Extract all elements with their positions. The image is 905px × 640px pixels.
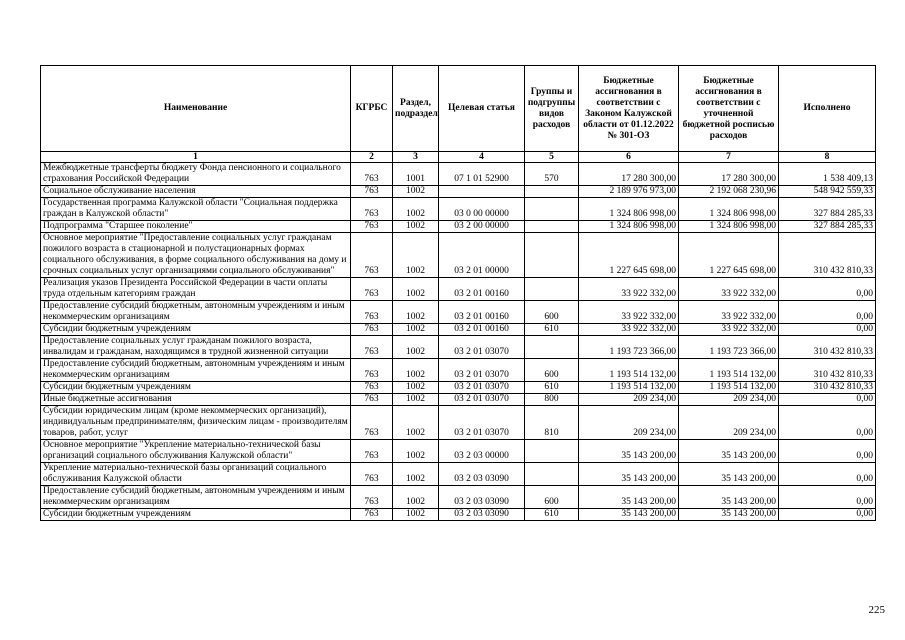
row-refined: 35 143 200,00 (679, 509, 779, 521)
row-section: 1002 (393, 463, 439, 486)
row-group (525, 221, 579, 233)
row-refined: 2 192 068 230,96 (679, 186, 779, 198)
row-group (525, 198, 579, 221)
row-executed: 0,00 (779, 486, 876, 509)
row-executed: 310 432 810,33 (779, 233, 876, 278)
row-refined: 33 922 332,00 (679, 301, 779, 324)
table-row (41, 278, 876, 301)
row-law: 2 189 976 973,00 (579, 186, 679, 198)
row-name: Субсидии бюджетным учреждениям (41, 509, 351, 521)
header-kgrbs: КГРБС (351, 66, 393, 152)
row-group (525, 336, 579, 359)
row-name: Основное мероприятие "Укрепление материально-технической базы организаций социального обслуживания Калужской области" (41, 440, 351, 463)
row-executed: 310 432 810,33 (779, 382, 876, 394)
row-group: 610 (525, 382, 579, 394)
row-law: 1 324 806 998,00 (579, 221, 679, 233)
table-row (41, 463, 876, 486)
row-article: 03 2 00 00000 (439, 221, 525, 233)
row-refined: 1 324 806 998,00 (679, 221, 779, 233)
row-kgrbs: 763 (351, 301, 393, 324)
row-article: 03 2 01 03070 (439, 394, 525, 406)
row-article: 03 2 01 03070 (439, 359, 525, 382)
row-executed: 0,00 (779, 406, 876, 440)
budget-table (40, 65, 876, 521)
row-refined: 17 280 300,00 (679, 163, 779, 186)
row-law: 1 193 514 132,00 (579, 359, 679, 382)
row-article: 03 2 01 03070 (439, 382, 525, 394)
row-section: 1002 (393, 186, 439, 198)
row-section: 1002 (393, 440, 439, 463)
row-kgrbs: 763 (351, 336, 393, 359)
header-law: Бюджетные ассигнования в соответствии с Законом Калужской области от 01.12.2022 № 301-ОЗ (579, 66, 679, 152)
row-law: 1 324 806 998,00 (579, 198, 679, 221)
row-kgrbs: 763 (351, 463, 393, 486)
row-refined: 33 922 332,00 (679, 324, 779, 336)
row-group: 600 (525, 359, 579, 382)
row-section: 1002 (393, 382, 439, 394)
table-row (41, 324, 876, 336)
row-article (439, 186, 525, 198)
col-num: 4 (439, 152, 525, 163)
table-row (41, 198, 876, 221)
row-name: Межбюджетные трансферты бюджету Фонда пенсионного и социального страхования Российской Федерации (41, 163, 351, 186)
row-executed: 310 432 810,33 (779, 336, 876, 359)
row-group (525, 440, 579, 463)
row-article: 03 2 03 00000 (439, 440, 525, 463)
header-article: Целевая статья (439, 66, 525, 152)
page-number: 225 (868, 604, 885, 616)
row-group: 600 (525, 486, 579, 509)
row-group (525, 233, 579, 278)
row-name: Предоставление субсидий бюджетным, автономным учреждениям и иным некоммерческим организациям (41, 486, 351, 509)
table-row (41, 301, 876, 324)
row-name: Укрепление материально-технической базы организаций социального обслуживания Калужской области (41, 463, 351, 486)
row-group: 600 (525, 301, 579, 324)
row-section: 1002 (393, 198, 439, 221)
row-refined: 35 143 200,00 (679, 486, 779, 509)
row-kgrbs: 763 (351, 509, 393, 521)
row-law: 17 280 300,00 (579, 163, 679, 186)
row-executed: 327 884 285,33 (779, 198, 876, 221)
row-kgrbs: 763 (351, 186, 393, 198)
row-section: 1001 (393, 163, 439, 186)
row-executed: 0,00 (779, 463, 876, 486)
row-law: 33 922 332,00 (579, 301, 679, 324)
row-kgrbs: 763 (351, 198, 393, 221)
row-article: 03 0 00 00000 (439, 198, 525, 221)
row-kgrbs: 763 (351, 382, 393, 394)
table-row (41, 221, 876, 233)
row-executed: 0,00 (779, 440, 876, 463)
row-refined: 35 143 200,00 (679, 440, 779, 463)
row-article: 03 2 01 00160 (439, 278, 525, 301)
row-refined: 1 193 514 132,00 (679, 359, 779, 382)
row-law: 35 143 200,00 (579, 440, 679, 463)
row-name: Предоставление социальных услуг гражданам пожилого возраста, инвалидам и гражданам, находящимся в трудной жизненной ситуации (41, 336, 351, 359)
row-executed: 1 538 409,13 (779, 163, 876, 186)
row-name: Подпрограмма "Старшее поколение" (41, 221, 351, 233)
col-num: 6 (579, 152, 679, 163)
header-group: Группы и подгруппы видов расходов (525, 66, 579, 152)
row-law: 209 234,00 (579, 394, 679, 406)
row-group: 610 (525, 509, 579, 521)
row-law: 1 193 514 132,00 (579, 382, 679, 394)
header-section: Раздел, подраздел (393, 66, 439, 152)
row-article: 03 2 01 03070 (439, 406, 525, 440)
row-name: Предоставление субсидий бюджетным, автономным учреждениям и иным некоммерческим организациям (41, 301, 351, 324)
row-refined: 1 193 514 132,00 (679, 382, 779, 394)
table-row (41, 359, 876, 382)
col-num: 2 (351, 152, 393, 163)
row-law: 1 227 645 698,00 (579, 233, 679, 278)
row-article: 03 2 03 03090 (439, 509, 525, 521)
row-section: 1002 (393, 406, 439, 440)
col-num: 7 (679, 152, 779, 163)
table-row (41, 406, 876, 440)
row-refined: 35 143 200,00 (679, 463, 779, 486)
row-article: 03 2 01 00160 (439, 301, 525, 324)
row-kgrbs: 763 (351, 233, 393, 278)
row-law: 35 143 200,00 (579, 463, 679, 486)
table-row (41, 163, 876, 186)
row-article: 03 2 01 00000 (439, 233, 525, 278)
row-refined: 1 227 645 698,00 (679, 233, 779, 278)
col-num: 8 (779, 152, 876, 163)
table-row (41, 382, 876, 394)
row-law: 35 143 200,00 (579, 486, 679, 509)
row-group: 570 (525, 163, 579, 186)
row-law: 209 234,00 (579, 406, 679, 440)
row-group (525, 463, 579, 486)
row-name: Реализация указов Президента Российской Федерации в части оплаты труда отдельным категориям граждан (41, 278, 351, 301)
row-kgrbs: 763 (351, 278, 393, 301)
row-name: Иные бюджетные ассигнования (41, 394, 351, 406)
row-section: 1002 (393, 336, 439, 359)
row-executed: 0,00 (779, 278, 876, 301)
row-law: 33 922 332,00 (579, 278, 679, 301)
row-group: 610 (525, 324, 579, 336)
row-group (525, 278, 579, 301)
row-section: 1002 (393, 486, 439, 509)
row-section: 1002 (393, 301, 439, 324)
row-name: Социальное обслуживание населения (41, 186, 351, 198)
row-group: 800 (525, 394, 579, 406)
row-kgrbs: 763 (351, 163, 393, 186)
row-kgrbs: 763 (351, 486, 393, 509)
header-refined: Бюджетные ассигнования в соответствии с уточненной бюджетной росписью расходов (679, 66, 779, 152)
table-row (41, 336, 876, 359)
row-article: 07 1 01 52900 (439, 163, 525, 186)
row-name: Предоставление субсидий бюджетным, автономным учреждениям и иным некоммерческим организациям (41, 359, 351, 382)
row-section: 1002 (393, 394, 439, 406)
row-executed: 0,00 (779, 394, 876, 406)
row-name: Субсидии бюджетным учреждениям (41, 382, 351, 394)
row-article: 03 2 03 03090 (439, 463, 525, 486)
row-name: Субсидии бюджетным учреждениям (41, 324, 351, 336)
column-number-row (41, 152, 876, 163)
row-executed: 548 942 559,33 (779, 186, 876, 198)
row-kgrbs: 763 (351, 324, 393, 336)
header-executed: Исполнено (779, 66, 876, 152)
row-section: 1002 (393, 233, 439, 278)
row-kgrbs: 763 (351, 406, 393, 440)
row-executed: 327 884 285,33 (779, 221, 876, 233)
table-row (41, 233, 876, 278)
header-name: Наименование (41, 66, 351, 152)
row-kgrbs: 763 (351, 359, 393, 382)
row-kgrbs: 763 (351, 394, 393, 406)
col-num: 3 (393, 152, 439, 163)
row-article: 03 2 01 03070 (439, 336, 525, 359)
table-row (41, 440, 876, 463)
row-section: 1002 (393, 359, 439, 382)
row-refined: 33 922 332,00 (679, 278, 779, 301)
row-executed: 0,00 (779, 509, 876, 521)
row-section: 1002 (393, 278, 439, 301)
row-law: 33 922 332,00 (579, 324, 679, 336)
row-article: 03 2 01 00160 (439, 324, 525, 336)
col-num: 5 (525, 152, 579, 163)
row-group (525, 186, 579, 198)
row-article: 03 2 03 03090 (439, 486, 525, 509)
table-row (41, 394, 876, 406)
row-kgrbs: 763 (351, 440, 393, 463)
row-section: 1002 (393, 509, 439, 521)
row-name: Основное мероприятие "Предоставление социальных услуг гражданам пожилого возраста в стационарной и полустационарных формах социального обслуживания, в форме социального обслуживания на дому и срочных социальных услуг организациями социального обслуживания" (41, 233, 351, 278)
table-row (41, 486, 876, 509)
row-section: 1002 (393, 324, 439, 336)
row-law: 35 143 200,00 (579, 509, 679, 521)
table-row (41, 509, 876, 521)
row-name: Субсидии юридическим лицам (кроме некоммерческих организаций), индивидуальным предпринимателям, физическим лицам - производителям товаров, работ, услуг (41, 406, 351, 440)
row-refined: 209 234,00 (679, 406, 779, 440)
header-row (41, 66, 876, 152)
table-row (41, 186, 876, 198)
row-section: 1002 (393, 221, 439, 233)
row-refined: 1 193 723 366,00 (679, 336, 779, 359)
row-executed: 310 432 810,33 (779, 359, 876, 382)
row-group: 810 (525, 406, 579, 440)
row-executed: 0,00 (779, 301, 876, 324)
row-name: Государственная программа Калужской области "Социальная поддержка граждан в Калужской области" (41, 198, 351, 221)
row-refined: 1 324 806 998,00 (679, 198, 779, 221)
row-refined: 209 234,00 (679, 394, 779, 406)
row-executed: 0,00 (779, 324, 876, 336)
row-law: 1 193 723 366,00 (579, 336, 679, 359)
row-kgrbs: 763 (351, 221, 393, 233)
col-num: 1 (41, 152, 351, 163)
